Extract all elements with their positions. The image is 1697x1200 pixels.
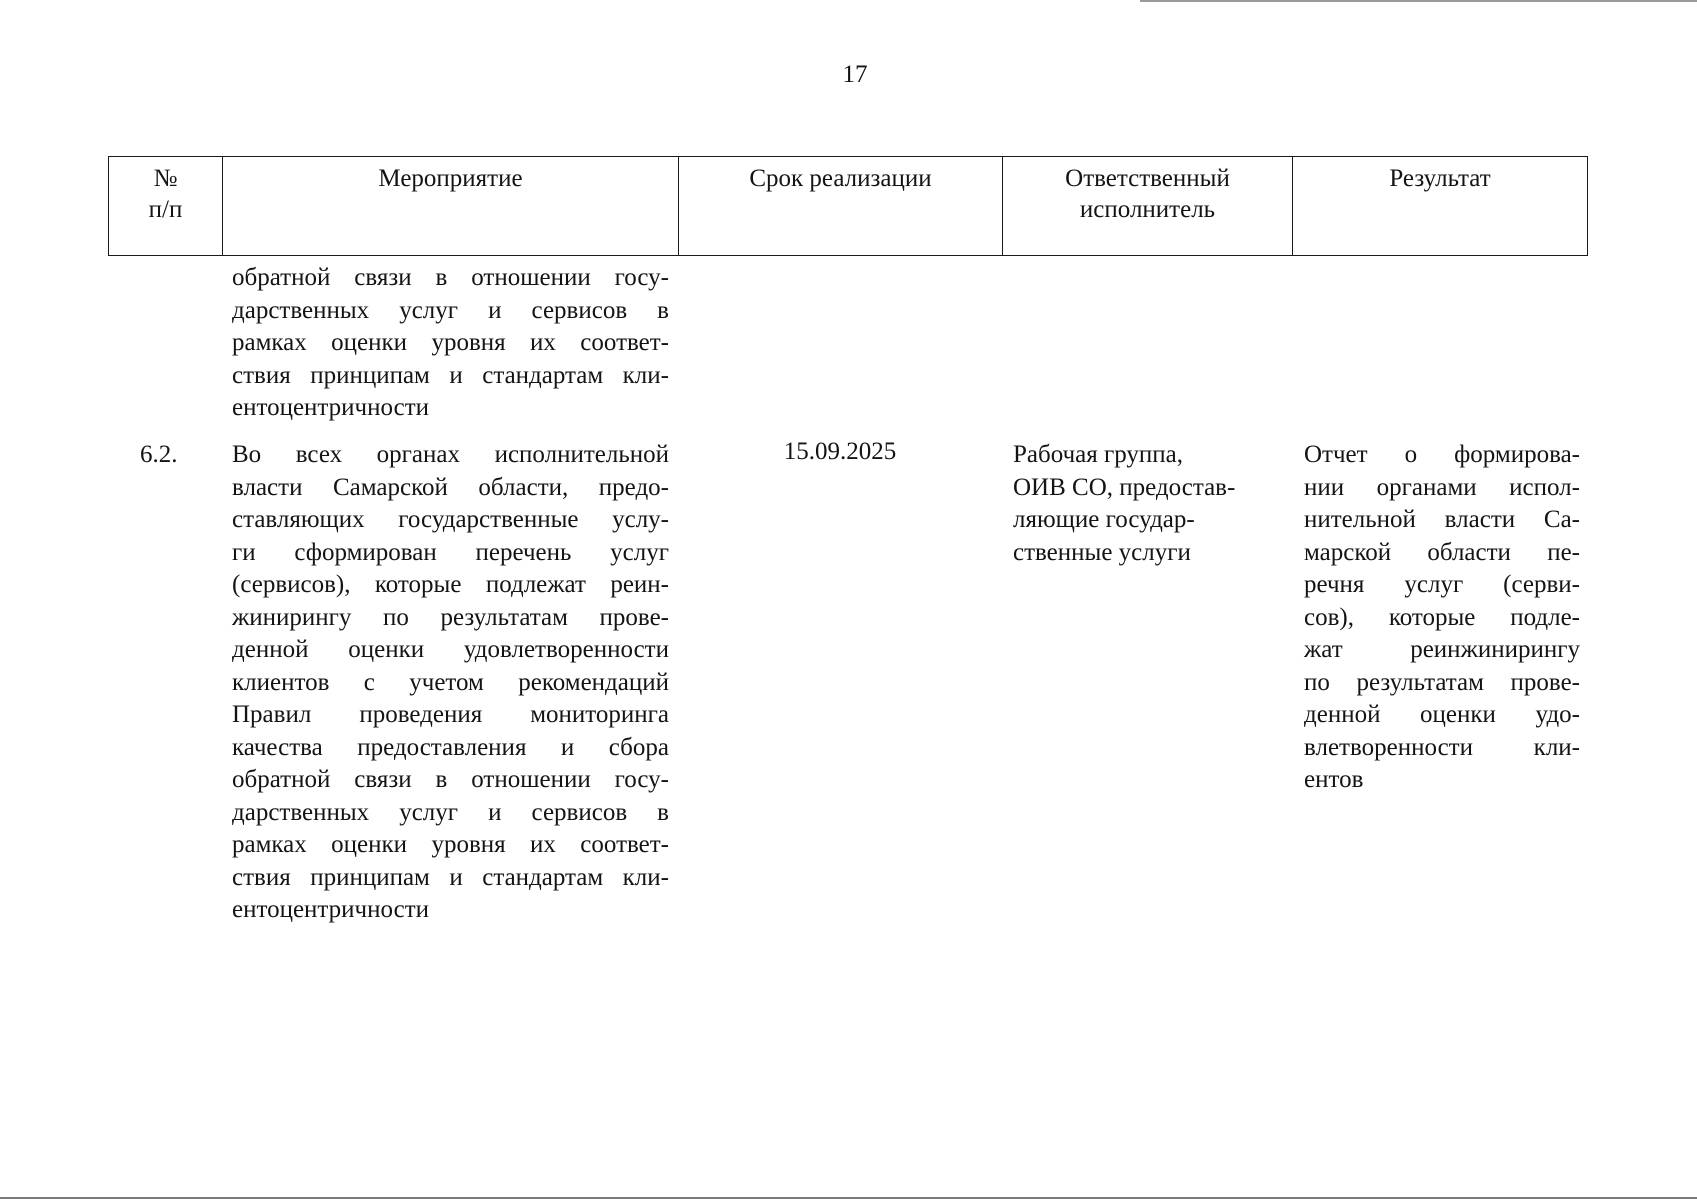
text-line: ентов: [1304, 766, 1364, 793]
text-line: ствия принципам и стандартам кли-: [232, 863, 669, 891]
text-line: денной оценки удо-: [1304, 701, 1580, 728]
header-term: [679, 157, 1003, 255]
row-event-cell: [232, 439, 669, 927]
text-line: дарственных услуг и сервисов в: [232, 798, 669, 826]
header-responsible: [1003, 157, 1293, 255]
header-event: [223, 157, 679, 255]
text-line: ставляющих государственные услу-: [232, 506, 669, 533]
text-line: Правил проведения мониторинга: [232, 701, 669, 728]
text-line: ствия принципам и стандартам кли-: [232, 361, 669, 389]
text-line: рамках оценки уровня их соответ-: [232, 831, 669, 858]
text-line: рамках оценки уровня их соответ-: [232, 329, 669, 356]
text-line: влетворенности кли-: [1304, 733, 1580, 761]
header-event-label: Мероприятие: [378, 165, 523, 192]
header-result: [1293, 157, 1587, 255]
text-line: ги сформирован перечень услуг: [232, 538, 669, 566]
text-line: ентоцентричности: [232, 896, 430, 923]
text-line: клиентов с учетом рекомендаций: [232, 668, 669, 696]
text-line: речня услуг (серви-: [1304, 571, 1580, 598]
text-line: жинирингу по результатам прове-: [232, 603, 669, 631]
header-number: [109, 157, 223, 255]
row-term-cell: 15.09.2025: [783, 438, 897, 465]
continuation-text: [232, 262, 669, 425]
table-header: [108, 156, 1588, 256]
text-line: сов), которые подле-: [1304, 603, 1580, 631]
scan-edge-top: [1140, 0, 1697, 2]
text-line: по результатам прове-: [1304, 668, 1580, 696]
header-term-label: Срок реализации: [749, 165, 932, 192]
text-line: качества предоставления и сбора: [232, 733, 669, 761]
text-line: ентоцентричности: [232, 394, 430, 421]
text-line: (сервисов), которые подлежат реин-: [232, 571, 669, 598]
text-line: Во всех органах исполнительной: [232, 441, 669, 468]
scan-edge-bottom: [0, 1197, 1697, 1199]
page-number: 17: [842, 61, 868, 88]
row-result-cell: [1304, 439, 1580, 797]
text-line: Рабочая группа,: [1013, 441, 1184, 468]
text-line: денной оценки удовлетворенности: [232, 636, 669, 663]
text-line: жат реинжинирингу: [1304, 636, 1580, 663]
text-line: Отчет о формирова-: [1304, 441, 1580, 468]
text-line: обратной связи в отношении госу-: [232, 766, 669, 793]
text-line: нии органами испол-: [1304, 473, 1580, 501]
text-line: ственные услуги: [1013, 538, 1191, 566]
text-line: марской области пе-: [1304, 538, 1580, 566]
header-responsible-label: Ответственный исполнитель: [1065, 165, 1230, 223]
row-responsible-cell: [1013, 439, 1268, 569]
text-line: ОИВ СО, предостав-: [1013, 473, 1236, 501]
text-line: дарственных услуг и сервисов в: [232, 296, 669, 324]
row-number: 6.2.: [140, 441, 178, 468]
text-line: нительной власти Са-: [1304, 506, 1580, 533]
text-line: власти Самарской области, предо-: [232, 473, 669, 501]
text-line: обратной связи в отношении госу-: [232, 264, 669, 291]
text-line: ляющие государ-: [1013, 506, 1195, 533]
header-result-label: Результат: [1389, 165, 1491, 192]
header-number-label: № п/п: [148, 165, 183, 223]
